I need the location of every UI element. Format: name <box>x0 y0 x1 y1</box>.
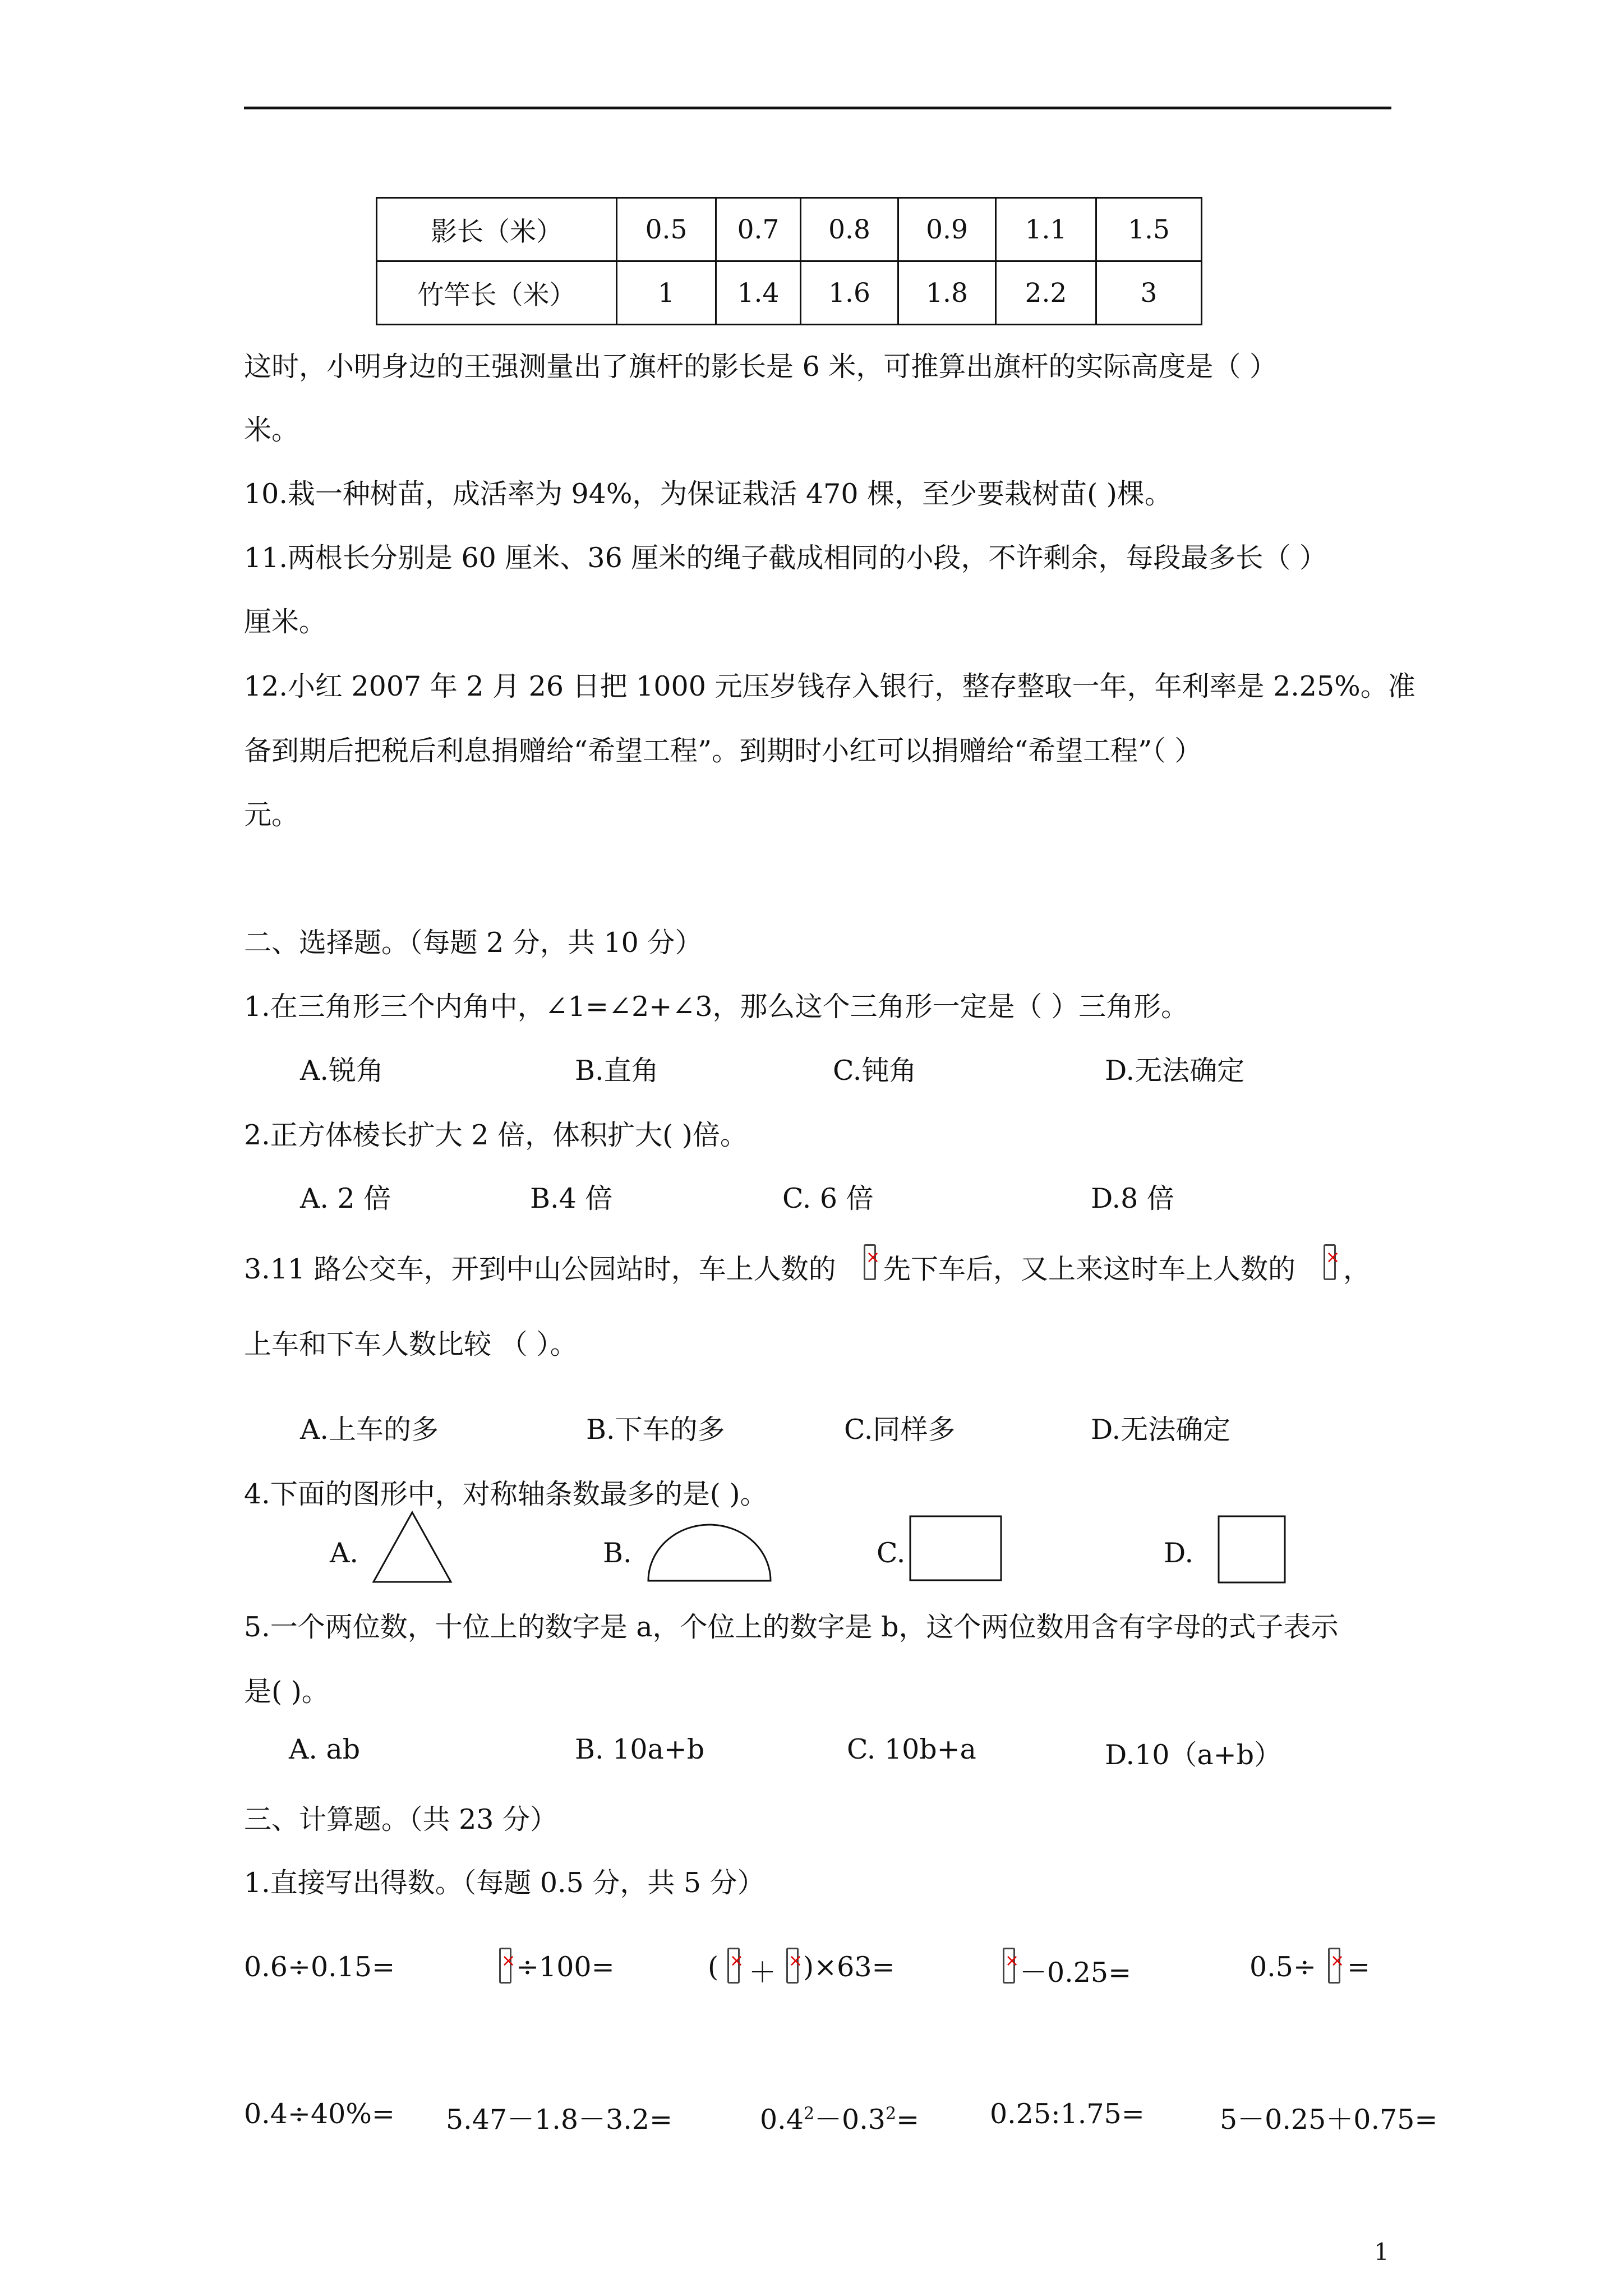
s2-q2-option-c[interactable]: C. 6 倍 <box>782 1182 874 1214</box>
calc-expression: 5－0.25＋0.75= <box>1220 2104 1438 2136</box>
q12-text-end: 元。 <box>244 799 299 831</box>
s2-q3-part2: 先下车后，又上来这时车上人数的 <box>883 1253 1296 1285</box>
fraction-image-placeholder <box>499 1948 511 1984</box>
table-cell: 0.8 <box>801 198 898 261</box>
s2-q5-option-b[interactable]: B. 10a+b <box>575 1733 705 1765</box>
s2-q1: 1.在三角形三个内角中，∠1=∠2+∠3，那么这个三角形一定是（ ）三角形。 <box>244 991 1189 1023</box>
table-cell: 3 <box>1096 261 1202 325</box>
calc-exponent: 2 <box>885 2104 897 2124</box>
square-shape <box>1217 1515 1287 1584</box>
section2-title: 二、选择题。（每题 2 分，共 10 分） <box>244 927 703 959</box>
calc-expression: 5.47－1.8－3.2= <box>446 2104 673 2136</box>
calc-equals: = <box>896 2104 920 2136</box>
table-cell: 1.5 <box>1096 198 1202 261</box>
calc-operator: ＋ <box>749 1957 777 1989</box>
calc-equals: = <box>1347 1951 1371 1983</box>
s2-q5-option-a[interactable]: A. ab <box>289 1733 361 1765</box>
triangle-shape <box>370 1509 454 1588</box>
s2-q1-option-a[interactable]: A.锐角 <box>300 1055 384 1087</box>
q10-text: 10.栽一种树苗，成活率为 94%，为保证栽活 470 棵，至少要栽树苗( )棵。 <box>244 478 1172 510</box>
table-cell: 1.4 <box>716 261 801 325</box>
header-rule <box>244 107 1391 109</box>
fraction-image-placeholder <box>864 1244 876 1280</box>
section3-title: 三、计算题。（共 23 分） <box>244 1803 558 1835</box>
s2-q3-option-d[interactable]: D.无法确定 <box>1091 1414 1231 1446</box>
s2-q4-option-b[interactable]: B. <box>603 1537 632 1569</box>
calc-exponent: 2 <box>803 2104 815 2124</box>
semicircle-shape <box>645 1520 774 1585</box>
fraction-image-placeholder <box>1324 1244 1336 1280</box>
s2-q1-option-c[interactable]: C.钝角 <box>833 1055 917 1087</box>
s2-q5-option-c[interactable]: C. 10b+a <box>847 1733 976 1765</box>
s2-q3-line2: 上车和下车人数比较 （ ）。 <box>244 1328 578 1360</box>
fraction-image-placeholder <box>786 1948 799 1984</box>
s2-q2-option-b[interactable]: B.4 倍 <box>530 1182 613 1214</box>
s2-q1-option-d[interactable]: D.无法确定 <box>1105 1055 1245 1087</box>
s2-q4-option-a[interactable]: A. <box>330 1537 358 1569</box>
s2-q5-cont: 是( )。 <box>244 1676 329 1708</box>
table-row <box>377 198 1202 261</box>
table-cell: 0.9 <box>898 198 996 261</box>
table-cell: 2.2 <box>996 261 1096 325</box>
s2-q3-option-b[interactable]: B.下车的多 <box>586 1414 725 1446</box>
table-cell: 1 <box>617 261 716 325</box>
s2-q2-option-a[interactable]: A. 2 倍 <box>300 1182 391 1214</box>
calc-expression: 0.25:1.75= <box>990 2098 1145 2130</box>
page-number: 1 <box>1374 2238 1389 2266</box>
calc-term: 0.4 <box>760 2104 804 2136</box>
table-cell: 竹竿长（米） <box>377 261 617 325</box>
calc-paren: ( <box>708 1951 719 1983</box>
q9-text-cont: 米。 <box>244 414 299 446</box>
calc-power-expression <box>760 2098 919 2137</box>
s2-q5: 5.一个两位数，十位上的数字是 a，个位上的数字是 b，这个两位数用含有字母的式子表示 <box>244 1611 1339 1643</box>
s2-q3-option-c[interactable]: C.同样多 <box>844 1414 956 1446</box>
table-cell: 1.6 <box>801 261 898 325</box>
table-cell: 0.7 <box>716 198 801 261</box>
s2-q1-option-b[interactable]: B.直角 <box>575 1055 659 1087</box>
q11-text: 11.两根长分别是 60 厘米、36 厘米的绳子截成相同的小段，不许剩余，每段最多长（ ） <box>244 542 1327 574</box>
calc-expression: )×63= <box>803 1951 895 1983</box>
calc-expression: 0.6÷0.15= <box>244 1951 395 1983</box>
q11-text-cont: 厘米。 <box>244 606 327 638</box>
fraction-image-placeholder <box>727 1948 740 1984</box>
fraction-image-placeholder <box>1003 1948 1015 1984</box>
calc-term: －0.3 <box>814 2104 886 2136</box>
s2-q4-option-c[interactable]: C. <box>877 1537 906 1569</box>
s2-q3-part1: 3.11 路公交车，开到中山公园站时，车上人数的 <box>244 1253 836 1285</box>
s3-sub1: 1.直接写出得数。（每题 0.5 分，共 5 分） <box>244 1867 765 1899</box>
table-cell: 1.8 <box>898 261 996 325</box>
table-cell: 0.5 <box>617 198 716 261</box>
q9-text: 这时，小明身边的王强测量出了旗杆的影长是 6 米，可推算出旗杆的实际高度是（ ） <box>244 351 1277 383</box>
calc-expression: 0.5÷ <box>1249 1951 1316 1983</box>
s2-q4-option-d[interactable]: D. <box>1164 1537 1194 1569</box>
table-cell: 影长（米） <box>377 198 617 261</box>
q12-text: 12.小红 2007 年 2 月 26 日把 1000 元压岁钱存入银行，整存整取一年，年利率是 2.25%。准 <box>244 670 1415 702</box>
s2-q2-option-d[interactable]: D.8 倍 <box>1091 1182 1174 1214</box>
q12-text-cont: 备到期后把税后利息捐赠给“希望工程”。到期时小红可以捐赠给“希望工程”（ ） <box>244 735 1202 767</box>
table-cell: 1.1 <box>996 198 1096 261</box>
s2-q4: 4.下面的图形中，对称轴条数最多的是( )。 <box>244 1478 768 1510</box>
calc-expression: ÷100= <box>516 1951 615 1983</box>
s2-q2: 2.正方体棱长扩大 2 倍，体积扩大( )倍。 <box>244 1119 748 1151</box>
fraction-image-placeholder <box>1328 1948 1340 1984</box>
calc-expression: －0.25= <box>1020 1957 1132 1989</box>
s2-q5-option-d[interactable]: D.10（a+b） <box>1105 1739 1282 1771</box>
shadow-length-table <box>376 197 1202 325</box>
rectangle-shape <box>909 1515 1003 1582</box>
table-row <box>377 261 1202 325</box>
s2-q3-option-a[interactable]: A.上车的多 <box>300 1414 439 1446</box>
s2-q3-part3: ， <box>1343 1253 1371 1285</box>
calc-expression: 0.4÷40%= <box>244 2098 395 2130</box>
